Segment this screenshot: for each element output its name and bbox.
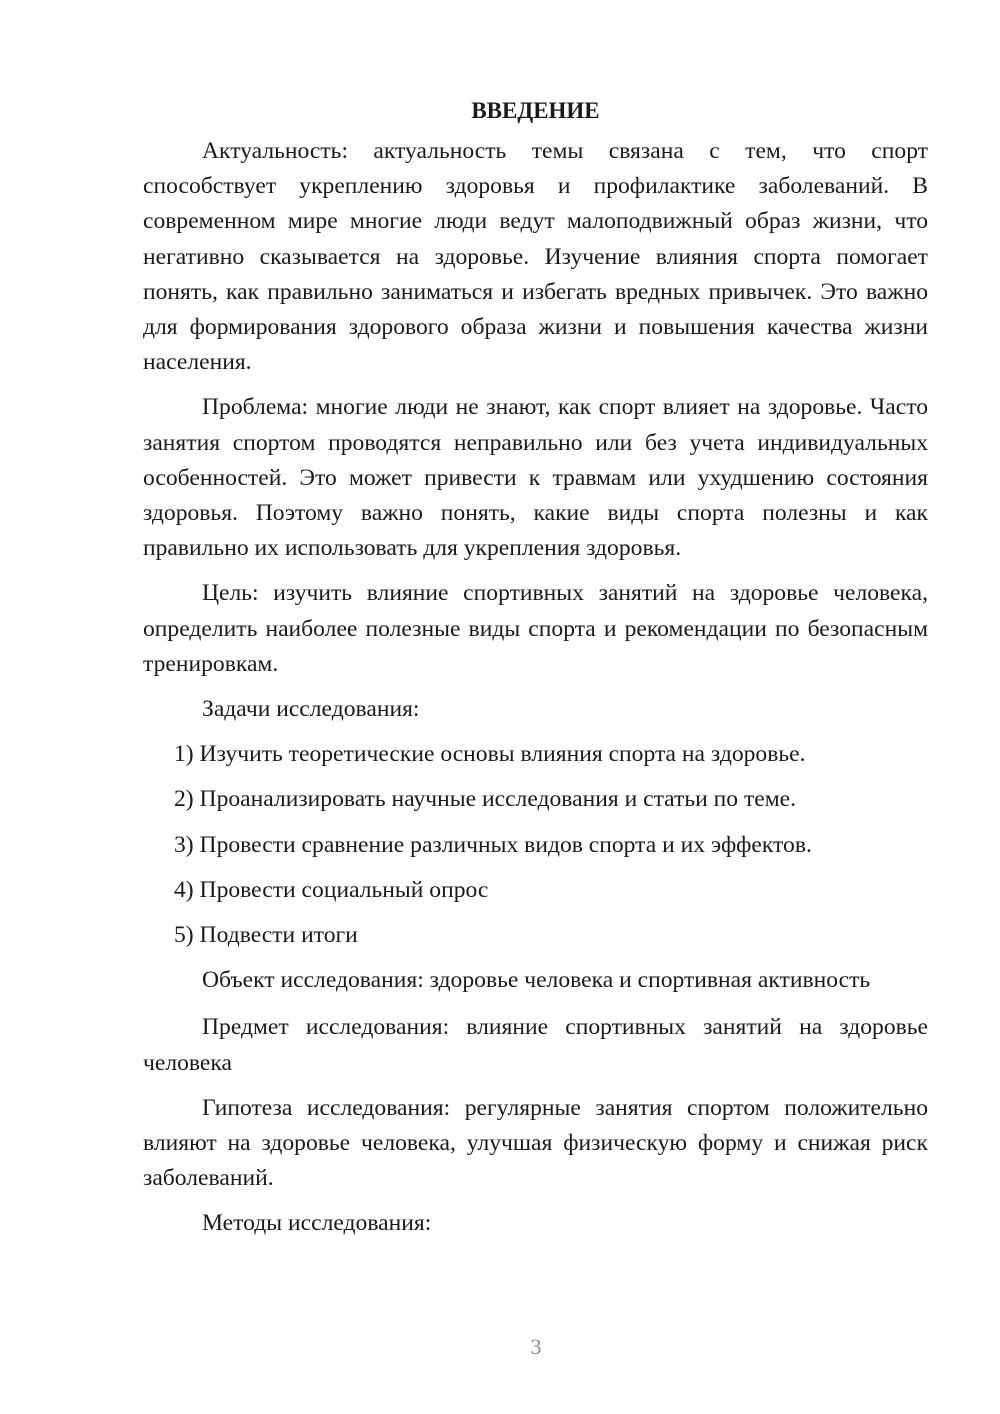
task-item: 2) Проанализировать научные исследования и статьи по теме. <box>174 786 797 813</box>
tasks-list <box>143 737 928 953</box>
problem-paragraph: Проблема: многие люди не знают, как спорт влияет на здоровье. Часто занятия спортом проводятся неправильно или без учета индивидуальных особенностей. Это может привести к травмам или ухудшению состояния здоровья. Поэтому важно понять, какие виды спорта полезны и как правильно их использовать для укрепления здоровья. <box>143 394 928 562</box>
methods-heading: Методы исследования: <box>202 1210 432 1237</box>
tasks-heading: Задачи исследования: <box>202 696 420 723</box>
object-paragraph: Объект исследования: здоровье человека и спортивная активность <box>202 967 871 994</box>
page-number: 3 <box>530 1334 542 1359</box>
goal-paragraph: Цель: изучить влияние спортивных занятий на здоровье человека, определить наиболее полезные виды спорта и рекомендации по безопасным тренировкам. <box>143 580 928 677</box>
task-item: 5) Подвести итоги <box>174 922 358 949</box>
page-title: ВВЕДЕНИЕ <box>471 98 600 123</box>
page-content <box>143 93 928 1252</box>
task-item: 4) Провести социальный опрос <box>174 876 489 903</box>
task-item: 3) Провести сравнение различных видов спорта и их эффектов. <box>174 831 812 858</box>
hypothesis-paragraph: Гипотеза исследования: регулярные занятия спортом положительно влияют на здоровье человека, улучшая физическую форму и снижая риск заболеваний. <box>143 1094 928 1192</box>
subject-paragraph: Предмет исследования: влияние спортивных занятий на здоровье человека <box>143 1014 928 1076</box>
task-item: 1) Изучить теоретические основы влияния спорта на здоровье. <box>174 741 806 768</box>
relevance-paragraph: Актуальность: актуальность темы связана с тем, что спорт способствует укреплению здоровья и профилактике заболеваний. В современном мире многие люди ведут малоподвижный образ жизни, что негативно сказывается на здоровье. Изучение влияния спорта помогает понять, как правильно заниматься и избегать вредных привычек. Это важно для формирования здорового образа жизни и повышения качества жизни населения. <box>143 138 928 376</box>
